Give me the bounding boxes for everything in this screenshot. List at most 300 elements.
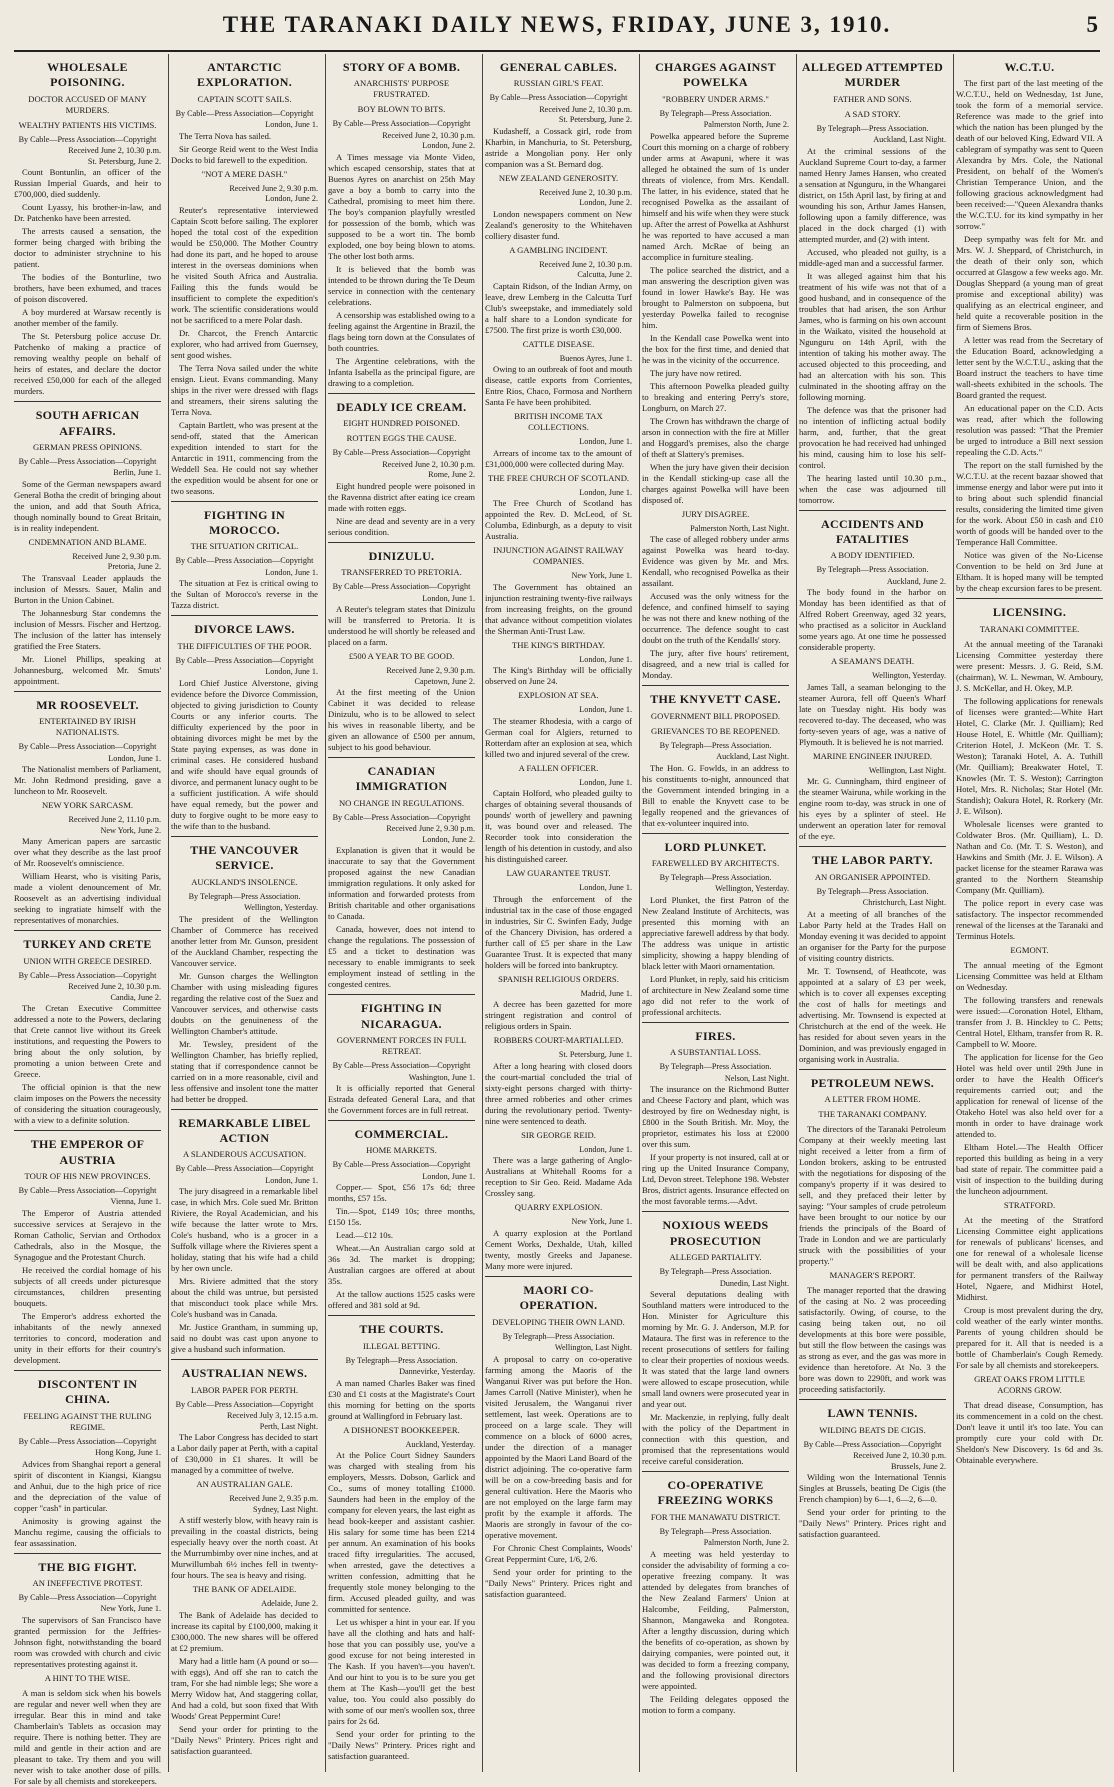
article-headline: LICENSING. xyxy=(992,605,1067,620)
column-rule xyxy=(325,54,326,1772)
article-paragraph: Advices from Shanghai report a general spirit of discontent in Kiangsi, Kiangsu and Anhui, due to the high price of rice and the depreciation of the value of copper "cash" in particular. xyxy=(14,1458,161,1513)
article-subheading: GERMAN PRESS OPINIONS. xyxy=(32,441,143,452)
article-paragraph: The Johannesburg Star condemns the inclusion of Messrs. Fischer and Hertzog. The inclusion of the latter has intensely gratified the Free Staters. xyxy=(14,607,161,651)
column-1 xyxy=(14,54,161,1786)
article-paragraph: Count Bontunlin, an officer of the Russian Imperial Guards, and heir to £700,000, died suddenly. xyxy=(14,167,161,200)
article-paragraph: It is believed that the bomb was intended to be thrown during the Te Deum service in connection with the centenary celebrations. xyxy=(328,263,475,307)
article-paragraph: A meeting was held yesterday to consider the advisability of forming a co-operative freezing company. It was attended by delegates from branches of the New Zealand Farmers' Union at Halcombe, Feilding, Palmerston, Shannon, Mangaweka and Rongotea. After a lengthy discussion, during which the benefits of co-operation, as shown by dairying companies, were pointed out, it was decided to form a freezing company, and the following provisional directors were appointed. xyxy=(642,1548,789,1691)
article-subheading: FOR THE MANAWATU DISTRICT. xyxy=(650,1511,781,1522)
article-headline: THE LABOR PARTY. xyxy=(812,853,933,868)
article-paragraph: A man is seldom sick when his bowels are regular and never well when they are irregular. Bear this in mind and take Chamberlain's Tablets as occasion may require. There is nothing better. They are mild and gentle in their action and are pleasant to take. Try them and you will never wish to take another dose of pills. For sale by all chemists and storekeepers. xyxy=(14,1687,161,1786)
article-subheading: A DISHONEST BOOKKEEPER. xyxy=(343,1424,460,1435)
dateline: Received June 2, 9.35 p.m. xyxy=(229,1494,318,1504)
article-paragraph: Mr. Justice Grantham, in summing up, said no doubt was cast upon anyone to give a husband such information. xyxy=(171,1322,318,1355)
article-paragraph: The steamer Rhodesia, with a cargo of German coal for Algiers, returned to Rotterdam after an explosion at sea, which killed two and injured several of the crew. xyxy=(485,715,632,759)
article-paragraph: The jury, after five hours' retirement, disagreed, and a new trial is called for Monday. xyxy=(642,648,789,681)
wire-credit: By Cable—Press Association—Copyright xyxy=(18,1436,157,1446)
article-paragraph: The insurance on the Richmond Butter and Cheese Factory and plant, which was destroyed by fire on Wednesday night, is £800 in the South British. Mr. Moy, the proprietor, estimates his loss at £2000 over this sum. xyxy=(642,1084,789,1150)
wire-credit: By Telegraph—Press Association. xyxy=(659,1062,772,1072)
dateline: London, June 1. xyxy=(265,567,318,577)
article-subheading: HOME MARKETS. xyxy=(366,1145,437,1156)
article-paragraph: Sir George Reid went to the West India Docks to bid farewell to the expedition. xyxy=(171,143,318,165)
article-paragraph: Eltham Hotel.—The Health Officer reported this building as being in a very bad state of repair. The committee paid a visit of inspection to the building during the luncheon adjournment. xyxy=(956,1141,1103,1196)
wire-credit: By Cable—Press Association—Copyright xyxy=(332,448,471,458)
dateline: London, June 2. xyxy=(422,141,475,151)
dateline: London, June 1. xyxy=(579,487,632,497)
dateline: Palmerston North, June 2. xyxy=(703,120,789,130)
article-paragraph: At the Police Court Sidney Saunders was charged with stealing from his employers, Messrs. Dobson, Garlick and Co., sums of money totalling £1000. Saunders had been in the employ of the company for eleven years, the last eight as head book-keeper and assistant cashier. His salary for some time has been £214 per annum. An examination of his books traced fifty irregularities. The accused, when arrested, gave the detectives a written confession, admitting that he frequently stole money belonging to the firm. Accused pleaded guilty, and was committed for sentence. xyxy=(328,1450,475,1615)
column-rule xyxy=(796,54,797,1772)
column-7 xyxy=(956,54,1103,1772)
article-headline: DISCONTENT IN CHINA. xyxy=(37,1376,138,1407)
dateline: Received June 2, 9.30 p.m. xyxy=(229,183,318,193)
article-paragraph: Some of the German newspapers award General Botha the credit of bringing about the union, and add that South Africa, though nominally bound to Great Britain, is in reality independent. xyxy=(14,478,161,533)
article-paragraph: Nine are dead and seventy are in a very serious condition. xyxy=(328,515,475,537)
article-subheading: ILLEGAL BETTING. xyxy=(362,1340,440,1351)
article-paragraph: The police searched the district, and a man answering the description given was found in lower Hawke's Bay. He was brought to Palmerston on subpoena, but yesterday Powelka failed to recognise him. xyxy=(642,264,789,330)
article-paragraph: The first part of the last meeting of the W.C.T.U., held on Wednesday, 1st June, took the form of a memorial service. Reference was made to the grief into which the nation has been plunged by the death of our beloved King, Edward VII. A cablegram of sympathy was sent to Queen Alexandra by Mrs. Cole, the National President, on behalf of the Women's Christian Temperance Union, and the following gracious acknowledgment had been received:—"Queen Alexandra thanks the W.C.T.U. for its kind sympathy in her sorrow." xyxy=(956,78,1103,232)
section-divider xyxy=(642,1211,789,1212)
article-subheading: BRITISH INCOME TAX COLLECTIONS. xyxy=(514,411,603,433)
wire-credit: By Cable—Press Association—Copyright xyxy=(175,1164,314,1174)
article-paragraph: The Bank of Adelaide has decided to increase its capital by £100,000, making it £300,000. The new shares will be offered at £2 premium. xyxy=(171,1609,318,1653)
dateline: Brussels, June 2. xyxy=(890,1461,946,1471)
article-subheading: EXPLOSION AT SEA. xyxy=(518,690,599,701)
dateline: Received June 2, 10.30 p.m. xyxy=(539,259,632,269)
dateline: Auckland, Last Night. xyxy=(873,135,946,145)
column-rule xyxy=(168,54,169,1772)
article-headline: FIRES. xyxy=(695,1028,736,1043)
dateline: Wellington, Yesterday. xyxy=(872,671,946,681)
article-paragraph: The arrests caused a sensation, the former being charged with bribing the doctor to administer strychnine to his patient. xyxy=(14,226,161,270)
article-subheading: A HINT TO THE WISE. xyxy=(44,1672,131,1683)
article-paragraph: Reuter's representative interviewed Captain Scott before sailing. The explorer hoped the total cost of the expedition would be £50,000. The Mother Country had done its part, and he hoped to arouse interest in the overseas dominions when he visited South Africa and Australia. Failing this the funds would be insufficient to complete the expedition's work. The scientific considerations would not be sacrificed to a mere Polar dash. xyxy=(171,204,318,325)
article-paragraph: It is officially reported that General Estrada defeated General Lara, and that the Government forces are in full retreat. xyxy=(328,1083,475,1116)
wire-credit: By Cable—Press Association—Copyright xyxy=(18,456,157,466)
article-headline: THE KNYVETT CASE. xyxy=(650,692,781,707)
article-headline: W.C.T.U. xyxy=(1004,60,1055,74)
dateline: Pretoria, June 2. xyxy=(107,562,161,572)
article-paragraph: Send your order for printing to the "Daily News" Printery. Prices right and satisfaction guaranteed. xyxy=(171,1723,318,1756)
article-paragraph: The Government has obtained an injunction restraining twenty-five railways from increasing freights, on the ground that advance without competition violates the Sherman Anti-Trust Law. xyxy=(485,581,632,636)
article-paragraph: At the first meeting of the Union Cabinet it was decided to release Dinizulu, who is to be allowed to select his wives in reasonable liberty, and be given an allowance of £500 per annum, subject to his good behaviour. xyxy=(328,687,475,753)
article-paragraph: The directors of the Taranaki Petroleum Company at their weekly meeting last night received a letter from a firm of London brokers, asking to be entrusted with the negotiations for disposing of the company's property if it was desired to sell, and they prefaced their letter by saying: "Your samples of crude petroleum have been brought to our notice by our friends the principals of the Board of Trade in London and we are particularly struck with the possibilities of your property." xyxy=(799,1124,946,1267)
article-paragraph: Mr. Mackenzie, in replying, fully dealt with the policy of the Department in connection with this question, and promised that the representations would receive careful consideration. xyxy=(642,1412,789,1467)
article-paragraph: A decree has been gazetted for more stringent registration and control of religious orders in Spain. xyxy=(485,999,632,1032)
article-paragraph: The body found in the harbor on Monday has been identified as that of Alfred Robert Greenway, aged 32 years, who practised as a solicitor in Auckland some years ago. At one time he possessed considerable property. xyxy=(799,587,946,653)
section-divider xyxy=(14,1553,161,1554)
article-headline: REMARKABLE LIBEL ACTION xyxy=(178,1115,311,1145)
article-subheading: THE DIFFICULTIES OF THE POOR. xyxy=(177,640,312,651)
section-divider xyxy=(799,1399,946,1400)
article-paragraph: A quarry explosion at the Portland Cement Works, Dexhalde, Utah, killed twenty, mostly Greeks and Japanese. Many more were injured. xyxy=(485,1227,632,1271)
article-paragraph: Mr. Tewsley, president of the Wellington Chamber, has briefly replied, stating that if correspondence cannot be carried on in a more reasonable, civil and less offensive and insolent tone the matter had better be dropped. xyxy=(171,1038,318,1104)
dateline: Sydney, Last Night. xyxy=(253,1504,318,1514)
article-subheading: TRANSFERRED TO PRETORIA. xyxy=(341,567,462,578)
masthead xyxy=(14,0,1100,52)
dateline: Received June 2, 10.30 p.m. xyxy=(382,459,475,469)
section-divider xyxy=(799,1069,946,1070)
wire-credit: By Cable—Press Association—Copyright xyxy=(489,93,628,103)
article-subheading: CAPTAIN SCOTT SAILS. xyxy=(197,93,292,104)
article-subheading: UNION WITH GREECE DESIRED. xyxy=(23,955,152,966)
article-paragraph: At the criminal sessions of the Auckland Supreme Court to-day, a farmer named Henry James Hansen, who created a sensation at Ngunguru, in the Whangarei district, on 15th April last, by firing at and wounding his son, Arthur James Hansen, following upon a family difference, was placed in the dock charged (1) with attempted murder, and (2) with intent. xyxy=(799,145,946,244)
article-headline: DEADLY ICE CREAM. xyxy=(336,399,467,414)
article-subheading: LAW GUARANTEE TRUST. xyxy=(506,868,611,879)
article-paragraph: The manager reported that the drawing of the casing at No. 2 was proceeding satisfactorily. Owing, of course, to the casing being taken out, no oil developments at this bore were possible, but still the flow between the casings was as strong as ever, and the gas was more in evidence than heretofore. At No. 3 the bore was down to 2290ft, and work was proceeding satisfactorily. xyxy=(799,1285,946,1395)
section-divider xyxy=(642,685,789,686)
article-paragraph: Croup is most prevalent during the dry, cold weather of the early winter months. Parents of young children should be prepared for it. All that is needed is a bottle of Chamberlain's Cough Remedy. For sale by all chemists and storekeepers. xyxy=(956,1304,1103,1370)
article-subheading: "ROBBERY UNDER ARMS." xyxy=(662,93,769,104)
article-subheading: DOCTOR ACCUSED OF MANY MURDERS. xyxy=(28,93,147,115)
article-paragraph: At the meeting of the Stratford Licensing Committee eight applications for renewals of publicans' licenses, and one for renewal of a wholesale license will be dealt with, and also applications for permanent transfers of the Railway Hotel, Ngaere, and Midhirst Hotel, Midhirst. xyxy=(956,1214,1103,1302)
section-divider xyxy=(642,1022,789,1023)
article-subheading: QUARRY EXPLOSION. xyxy=(514,1202,603,1213)
column-2 xyxy=(171,54,318,1772)
section-divider xyxy=(14,930,161,931)
article-paragraph: The Feilding delegates opposed the motion to form a company. xyxy=(642,1693,789,1715)
dateline: Wellington, Yesterday. xyxy=(244,903,318,913)
article-subheading: LABOR PAPER FOR PERTH. xyxy=(190,1384,299,1395)
article-subheading: DEVELOPING THEIR OWN LAND. xyxy=(492,1316,625,1327)
dateline: Received June 2, 10.30 p.m. xyxy=(853,1451,946,1461)
article-paragraph: Lord Plunket, the first Patron of the New Zealand Institute of Architects, was presented this morning with an appreciative farewell address by that body. The address was unique in artistic simplicity, showing a happy blending of black letter with Maori ornamentation. xyxy=(642,894,789,971)
article-subheading: NEW YORK SARCASM. xyxy=(42,800,133,811)
wire-credit: By Telegraph—Press Association. xyxy=(188,891,301,901)
article-paragraph: Explanation is given that it would be inaccurate to say that the Government proposed against the new Canadian immigration regulations. It only asked for information and forwarded protests from British charitable and other organisations to Canada. xyxy=(328,845,475,922)
article-paragraph: The St. Petersburg police accuse Dr. Patchenko of making a practice of removing wealthy people on behalf of heirs of estates, and declare the doctor received £50,000 for each of the alleged murders. xyxy=(14,331,161,397)
dateline: Washington, June 1. xyxy=(408,1072,475,1082)
section-divider xyxy=(171,1109,318,1110)
article-subheading: FEELING AGAINST THE RULING REGIME. xyxy=(23,1410,152,1432)
article-paragraph: Accused, who pleaded not guilty, is a middle-aged man and a successful farmer. xyxy=(799,246,946,268)
article-paragraph: That dread disease, Consumption, has its commencement in a cold on the chest. Don't leave it until it's too late. You can promptly cure your cold with Dr. Sheldon's New Discovery. 1s 6d and 3s. Obtainable everywhere. xyxy=(956,1399,1103,1465)
article-paragraph: At a meeting of all branches of the Labor Party held at the Trades Hall on Monday evening it was decided to appoint an organiser for the Party for the purpose of visiting country districts. xyxy=(799,908,946,963)
article-paragraph: A stiff westerly blow, with heavy rain is prevailing in the coastal districts, being especially heavy over the north coast. At the Murrumbimby over nine inches, and at Murwillumbah 6½ inches fell in twenty-four hours. The sea is heavy and rising. xyxy=(171,1515,318,1581)
dateline: New York, June 1. xyxy=(571,571,632,581)
article-subheading: INJUNCTION AGAINST RAILWAY COMPANIES. xyxy=(493,545,624,567)
article-paragraph: Lord Chief Justice Alverstone, giving evidence before the Divorce Commission, objected to giving jurisdiction to County Courts or any inferior courts. The difficulty experienced by the poor in obtaining divorces might be met by the State paying expenses, as was done in criminal cases. He considered husband and wife should have equal grounds of divorce, and permanent lunacy ought to be a sufficient justification. A wife should have equal remedy, but the power and duty to forgive ought to be more easy to the wife than to the husband. xyxy=(171,677,318,831)
article-paragraph: The bodies of the Bonturline, two brothers, have been exhumed, and traces of poison discovered. xyxy=(14,272,161,305)
article-paragraph: The report on the stall furnished by the W.C.T.U. at the recent bazaar showed that immense energy and labor were put into it to bring about such splendid financial results, considering the limited time given for the work. About £50 in cash and £10 worth of goods will be handed over to the Temperance Hall Committee. xyxy=(956,460,1103,548)
article-paragraph: Owing to an outbreak of foot and mouth disease, cattle exports from Corrientes, Entre Rios, Chaco, Formosa and Northern Santa Fe have been prohibited. xyxy=(485,364,632,408)
dateline: Capetown, June 2. xyxy=(414,676,475,686)
article-paragraph: Captain Ridson, of the Indian Army, on leave, drew Lemberg in the Calcutta Turf Club's sweepstake, and immediately sold a half share to a London syndicate for £7500. The first prize is worth £30,000. xyxy=(485,280,632,335)
column-4 xyxy=(485,54,632,1772)
column-rule xyxy=(953,54,954,1772)
article-paragraph: Count Lyassy, his brother-in-law, and Dr. Patchenko have been arrested. xyxy=(14,202,161,224)
article-paragraph: The Nationalist members of Parliament, Mr. John Redmond presiding, gave a luncheon to Mr. Roosevelt. xyxy=(14,764,161,797)
article-subheading: GREAT OAKS FROM LITTLE ACORNS GROW. xyxy=(974,1373,1085,1395)
article-paragraph: William Hearst, who is visiting Paris, made a violent denouncement of Mr. Roosevelt as an advertising individual seeking to ingratiate himself with the representatives of monarchies. xyxy=(14,871,161,926)
article-headline: ALLEGED ATTEMPTED MURDER xyxy=(801,60,944,90)
article-subheading: AUCKLAND'S INSOLENCE. xyxy=(191,876,298,887)
section-divider xyxy=(14,691,161,692)
article-subheading: CNDEMNATION AND BLAME. xyxy=(28,536,147,547)
article-paragraph: Eight hundred people were poisoned in the Ravenna district after eating ice cream made with rotten eggs. xyxy=(328,480,475,513)
article-paragraph: Mr. Lionel Phillips, speaking at Johannesburg, welcomed Mr. Smuts' appointment. xyxy=(14,653,161,686)
article-headline: WHOLESALE POISONING. xyxy=(47,60,128,90)
wire-credit: By Telegraph—Press Association. xyxy=(659,108,772,118)
article-subheading: STRATFORD. xyxy=(1003,1199,1056,1210)
article-paragraph: The Emperor's address exhorted the inhabitants of the newly annexed territories to concord, moderation and unity in their efforts for their country's development. xyxy=(14,1310,161,1365)
article-paragraph: He received the cordial homage of his subjects of all creeds under picturesque circumstances, children presenting bouquets. xyxy=(14,1264,161,1308)
article-subheading: GOVERNMENT FORCES IN FULL RETREAT. xyxy=(336,1035,467,1057)
article-headline: LAWN TENNIS. xyxy=(827,1406,918,1421)
article-paragraph: Arrears of income tax to the amount of £31,000,000 were collected during May. xyxy=(485,447,632,469)
article-subheading: A LETTER FROM HOME. xyxy=(824,1094,921,1105)
wire-credit: By Telegraph—Press Association. xyxy=(659,1267,772,1277)
section-divider xyxy=(14,1370,161,1371)
article-paragraph: The Crown has withdrawn the charge of arson in connection with the fire at Miller and Hoggard's premises, also the charge of theft at Slattery's premises. xyxy=(642,415,789,459)
section-divider xyxy=(171,836,318,837)
article-subheading: JURY DISAGREE. xyxy=(681,508,750,519)
article-subheading: NO CHANGE IN REGULATIONS. xyxy=(338,797,465,808)
article-paragraph: The Argentine celebrations, with the Infanta Isabella as the principal figure, are drawing to a completion. xyxy=(328,355,475,388)
article-paragraph: The application for license for the Geo Hotel was held over until 29th June in order to have the Health Officer's requirements carried out; and the application for renewal of license of the Otakeho Hotel was also held over for a month in order to have drainage work attended to. xyxy=(956,1051,1103,1139)
article-paragraph: The Free Church of Scotland has appointed the Rev. D. McLeod, of St. Columba, Edinburgh, as a deputy to visit Australia. xyxy=(485,498,632,542)
article-headline: ANTARCTIC EXPLORATION. xyxy=(196,60,293,90)
article-paragraph: Mr. Gunson charges the Wellington Chamber with using misleading figures regarding the relative cost of the Suez and Vancouver services, and otherwise casts doubts on the genuineness of the Wellington Chamber's attitude. xyxy=(171,970,318,1036)
article-headline: FIGHTING IN NICARAGUA. xyxy=(361,1001,442,1031)
article-headline: STORY OF A BOMB. xyxy=(342,60,461,74)
article-subheading: £500 A YEAR TO BE GOOD. xyxy=(348,651,455,662)
wire-credit: By Cable—Press Association—Copyright xyxy=(332,1061,471,1071)
dateline: Received June 2, 9.30 p.m. xyxy=(386,666,475,676)
dateline: Palmerston North, June 2. xyxy=(703,1538,789,1548)
article-subheading: EIGHT HUNDRED POISONED. xyxy=(343,418,460,429)
article-paragraph: Copper.— Spot, £56 17s 6d; three months, £57 15s. xyxy=(328,1182,475,1204)
section-divider xyxy=(799,510,946,511)
article-paragraph: If your property is not insured, call at or ring up the United Insurance Company, Ltd, Devon street. Telephone 198. Webster Bros, district agents. Insurance effected on the most favorable terms.—Advt. xyxy=(642,1152,789,1207)
section-divider xyxy=(14,401,161,402)
article-subheading: TARANAKI COMMITTEE. xyxy=(979,623,1080,634)
dateline: London, June 1. xyxy=(579,437,632,447)
article-subheading: FAREWELLED BY ARCHITECTS. xyxy=(651,857,780,868)
article-headline: MR ROOSEVELT. xyxy=(36,697,139,712)
article-paragraph: Wheat.—An Australian cargo sold at 36s 3d. The market is dropping; Australian cargoes are offered at about 35s. xyxy=(328,1243,475,1287)
section-divider xyxy=(328,393,475,394)
article-headline: THE VANCOUVER SERVICE. xyxy=(190,842,299,873)
dateline: London, June 1. xyxy=(579,883,632,893)
article-paragraph: The following applications for renewals of licenses were granted:—White Hart Hotel, C. Clarke (Mr. J. Quilliam); Red House Hotel, E. Whittle (Mr. Quilliam); Criterion Hotel, J. McKeon (Mr. T. S. Weston); Taranaki Hotel, A. A. Tuthill (Mr. Quilliam); Breakwater Hotel, T. Knowles (Mr. T. S. Weston); Carrington Hotel, Mrs. R. Nicholas; Star Hotel (Mr. Standish); Oakura Hotel, R. Rorkery (Mr. J. E. Wilson). xyxy=(956,695,1103,816)
article-headline: CANADIAN IMMIGRATION xyxy=(355,764,448,794)
article-subheading: ROBBERS COURT-MARTIALLED. xyxy=(493,1035,624,1046)
wire-credit: By Cable—Press Association—Copyright xyxy=(332,119,471,129)
wire-credit: By Cable—Press Association—Copyright xyxy=(175,108,314,118)
article-headline: MAORI CO-OPERATION. xyxy=(519,1282,598,1313)
article-paragraph: The situation at Fez is critical owing to the Sultan of Morocco's reverse in the Tazza district. xyxy=(171,578,318,611)
section-divider xyxy=(328,757,475,758)
dateline: London, June 2. xyxy=(579,198,632,208)
dateline: Received June 2, 10.30 p.m. xyxy=(68,146,161,156)
article-paragraph: Mr. G. Cunningham, third engineer of the steamer Wairuna, while working in the engine room to-day, was struck in one of his eyes by a splinter of steel. He underwent an operation later for removal of the eye. xyxy=(799,776,946,842)
dateline: St. Petersburg, June 2. xyxy=(558,115,632,125)
article-subheading: A GAMBLING INCIDENT. xyxy=(509,244,608,255)
article-paragraph: The Cretan Executive Committee addressed a note to the Powers, declaring that Crete cannot live without its Greek institutions, and requesting the Powers to bring about the only solution, by promoting a union between Crete and Greece. xyxy=(14,1003,161,1080)
article-paragraph: The president of the Wellington Chamber of Commerce has received another letter from Mr. Gunson, president of the Auckland Chamber, respecting the Vancouver service. xyxy=(171,913,318,968)
column-rule xyxy=(639,54,640,1772)
article-subheading: AN ORGANISER APPOINTED. xyxy=(814,871,931,882)
dateline: Adelaide, June 2. xyxy=(261,1599,318,1609)
article-paragraph: For Chronic Chest Complaints, Woods' Great Peppermint Cure, 1/6, 2/6. xyxy=(485,1542,632,1564)
article-subheading: NEW ZEALAND GENEROSITY. xyxy=(498,172,619,183)
article-subheading: ROTTEN EGGS THE CAUSE. xyxy=(346,433,457,444)
article-paragraph: Lord Plunket, in reply, said his criticism of architecture in New Zealand some time ago did not refer to the work of professional architects. xyxy=(642,973,789,1017)
article-paragraph: At the annual meeting of the Taranaki Licensing Committee yesterday there were present: Messrs. J. G. Reid, S.M. (chairman), W. L. Newman, W. Amboury, J. S. McKellar, and H. Okey, M.P. xyxy=(956,638,1103,693)
article-subheading: THE KING'S BIRTHDAY. xyxy=(512,639,605,650)
article-headline: FIGHTING IN MOROCCO. xyxy=(204,507,285,538)
wire-credit: By Telegraph—Press Association. xyxy=(345,1355,458,1365)
dateline: St. Petersburg, June 1. xyxy=(558,1050,632,1060)
dateline: Palmerston North, Last Night. xyxy=(690,523,789,533)
article-paragraph: The official opinion is that the new claim imposes on the Powers the necessity of considering the situation courageously, with a view to a definite solution. xyxy=(14,1082,161,1126)
article-subheading: "NOT A MERE DASH." xyxy=(201,168,288,179)
section-divider xyxy=(171,615,318,616)
article-paragraph: Captain Holford, who pleaded guilty to charges of obtaining several thousands of pounds' worth of jewellery and pawning it, was bound over and released. The Recorder took into consideration the length of his detention in custody, and also his distinguished career. xyxy=(485,788,632,865)
wire-credit: By Cable—Press Association—Copyright xyxy=(175,1399,314,1409)
article-subheading: A SAD STORY. xyxy=(844,108,901,119)
article-paragraph: The Transvaal Leader applauds the inclusion of Messrs. Sauer, Malin and Burton in the Union Cabinet. xyxy=(14,572,161,605)
column-3 xyxy=(328,54,475,1772)
article-headline: THE COURTS. xyxy=(359,1322,444,1337)
article-subheading: A BODY IDENTIFIED. xyxy=(830,550,915,561)
wire-credit: By Cable—Press Association—Copyright xyxy=(18,970,157,980)
dateline: Candia, June 2. xyxy=(110,992,161,1002)
wire-credit: By Telegraph—Press Association. xyxy=(502,1331,615,1341)
dateline: Received July 3, 12.15 a.m. xyxy=(227,1411,318,1421)
wire-credit: By Cable—Press Association—Copyright xyxy=(175,556,314,566)
article-paragraph: Wholesale licenses were granted to Coldwater Bros. (Mr. Quilliam), L. D. Nathan and Co. (Mr. T. S. Weston), and Hawkins and Smith (Mr. J. E. Wilson). A packet license for the steamer Rarawa was granted to the Northern Steamship Company (Mr. Quilliam). xyxy=(956,818,1103,895)
dateline: London, June 1. xyxy=(422,1171,475,1181)
article-paragraph: Wilding won the International Tennis Singles at Brussels, beating De Cigis (the French champion) by 6—1, 6—2, 6—0. xyxy=(799,1472,946,1505)
article-paragraph: Notice was given of the No-License Convention to be held on 3rd June at Eltham. It is hoped many will be tempted by the cheap excursion fares to be present. xyxy=(956,550,1103,594)
dateline: London, June 1. xyxy=(579,705,632,715)
wire-credit: By Cable—Press Association—Copyright xyxy=(803,1439,942,1449)
article-paragraph: Lead.—£12 10s. xyxy=(336,1230,394,1241)
article-headline: DIVORCE LAWS. xyxy=(194,622,295,637)
article-subheading: AN INEFFECTIVE PROTEST. xyxy=(32,1577,143,1588)
article-headline: GENERAL CABLES. xyxy=(499,60,618,74)
wire-credit: By Telegraph—Press Association. xyxy=(816,123,929,133)
article-paragraph: Send your order for printing to the "Daily News" Printery. Prices right and satisfaction guaranteed. xyxy=(485,1566,632,1599)
article-headline: PETROLEUM NEWS. xyxy=(810,1075,935,1090)
section-divider xyxy=(956,598,1103,599)
dateline: Received June 2, 9.30 p.m. xyxy=(386,824,475,834)
dateline: Wellington, Last Night. xyxy=(868,765,946,775)
article-paragraph: The Terra Nova has sailed. xyxy=(179,130,272,141)
article-headline: ACCIDENTS AND FATALITIES xyxy=(821,516,924,547)
article-paragraph: The police report in every case was satisfactory. The inspector recommended renewal of the licenses at the Taranaki and Terminus Hotels. xyxy=(956,897,1103,941)
dateline: London, June 1. xyxy=(108,753,161,763)
dateline: London, June 1. xyxy=(422,593,475,603)
dateline: Dunedin, Last Night. xyxy=(719,1278,789,1288)
article-headline: CO-OPERATIVE FREEZING WORKS xyxy=(657,1478,774,1508)
article-subheading: FATHER AND SONS. xyxy=(833,93,912,104)
dateline: Wellington, Last Night. xyxy=(554,1343,632,1353)
article-paragraph: Several deputations dealing with Southland matters were introduced to the Hon. Minister for Agriculture this morning by Mr. G. J. Anderson, M.P. for Mataura. The first was in reference to the recent prosecutions of settlers for failing to clear their properties of noxious weeds. It was stated that the large land owners were allowed to escape prosecution, while small land owners were prosecuted year in and year out. xyxy=(642,1289,789,1410)
dateline: London, June 1. xyxy=(579,654,632,664)
article-subheading: ANARCHISTS' PURPOSE FRUSTRATED. xyxy=(353,78,450,100)
article-paragraph: Powelka appeared before the Supreme Court this morning on a charge of robbery under arms at Awapuni, where it was alleged he obtained the sum of 1s under threats of violence, from Mrs. Kendall. The latter, in his evidence, stated that he recognised Powelka as the assailant of himself and his wife when they were stuck up. After the arrest of Powelka at Ashhurst he was reported to have accused a man named Arch. McRae of being an accomplice in furniture stealing. xyxy=(642,130,789,262)
section-divider xyxy=(642,1471,789,1472)
wire-credit: By Telegraph—Press Association. xyxy=(659,872,772,882)
dateline: Auckland, Last Night. xyxy=(716,752,789,762)
article-headline: NOXIOUS WEEDS PROSECUTION xyxy=(662,1218,769,1248)
article-paragraph: Canada, however, does not intend to change the regulations. The possession of £5 and a ticket to destination was necessary to enable immigrants to seek employment instead of settling in the congested centres. xyxy=(328,924,475,990)
dateline: St. Petersburg, June 2. xyxy=(87,156,161,166)
article-paragraph: Deep sympathy was felt for Mr. and Mrs. W. J. Sheppard, of Christchurch, in the death of their only son, which occurred at Glasgow a few weeks ago. Mr. Douglas Sheppard (a young man of great promise and exceptional ability) was qualifying as an electrical engineer, and held quite a recoverable position in the firm of Siemens Bros. xyxy=(956,234,1103,333)
dateline: Buenos Ayres, June 1. xyxy=(559,353,632,363)
wire-credit: By Cable—Press Association—Copyright xyxy=(18,1592,157,1602)
dateline: London, June 1. xyxy=(265,1175,318,1185)
wire-credit: By Cable—Press Association—Copyright xyxy=(18,134,157,144)
article-paragraph: Accused was the only witness for the defence, and confined himself to saying he was not there and knew nothing of the occurrence. The defence sought to cast doubt on the truth of the Kendalls' story. xyxy=(642,591,789,646)
wire-credit: By Telegraph—Press Association. xyxy=(659,740,772,750)
article-paragraph: The defence was that the prisoner had no intention of inflicting actual bodily harm, and, further, that the great provocation he had received had unhinged his mind, causing him to lose his self-control. xyxy=(799,404,946,470)
article-subheading: AN AUSTRALIAN GALE. xyxy=(196,1479,293,1490)
article-paragraph: Kudasheff, a Cossack girl, rode from Kharbin, in Manchuria, to St. Petersburg, astride a Mongolian pony. Her only companion was a St. Bernard dog. xyxy=(485,125,632,169)
dateline: London, June 1. xyxy=(265,120,318,130)
article-paragraph: A letter was read from the Secretary of the Education Board, acknowledging a letter sent by the W.C.T.U., asking that the Board instruct the teachers to have time wall-sheets exhibited in the schools. The Board granted the request. xyxy=(956,335,1103,401)
article-paragraph: Mary had a little ham (A pound or so—with eggs), And off she ran to catch the tram, For she had nimble legs; She wore a Merry Widow hat, And staggering collar, And had a cold, but soon fixed that With Woods' Great Peppermint Cure! xyxy=(171,1655,318,1721)
article-paragraph: A boy murdered at Warsaw recently is another member of the family. xyxy=(14,307,161,329)
article-paragraph: It was alleged against him that his treatment of his wife was not that of a good husband, and in consequence of the troubles that had arisen, the son Arthur James, who is farming on his own account in the Waikato, visited the household at Ngunguru on 14th April, with the intention of taking his mother away. The accused objected to this proceeding, and had an altercation with his son. This culminated in the shooting affray on the following morning. xyxy=(799,270,946,402)
article-subheading: GOVERNMENT BILL PROPOSED. xyxy=(650,710,781,721)
article-paragraph: James Tall, a seaman belonging to the steamer Aurora, fell off Queen's Wharf late on Tuesday night. His body was recovered to-day. The deceased, who was forty-seven years of age, was a native of Plymouth. It is believed he is not married. xyxy=(799,681,946,747)
column-rule xyxy=(482,54,483,1772)
article-subheading: BOY BLOWN TO BITS. xyxy=(357,104,446,115)
article-paragraph: The following transfers and renewals were issued:—Coronation Hotel, Eltham, transfer from J. B. Hinckley to C. Petts; Central Hotel, Eltham, transfer from R. R. Campbell to W. Moore. xyxy=(956,994,1103,1049)
article-subheading: THE TARANAKI COMPANY. xyxy=(818,1109,927,1120)
article-subheading: CATTLE DISEASE. xyxy=(522,338,595,349)
dateline: London, June 2. xyxy=(422,834,475,844)
article-paragraph: The annual meeting of the Egmont Licensing Committee was held at Eltham on Wednesday. xyxy=(956,959,1103,992)
dateline: New York, June 1. xyxy=(100,1604,161,1614)
section-divider xyxy=(171,1359,318,1360)
article-paragraph: After a long hearing with closed doors the court-martial concluded the trial of sixty-eight persons charged with thirty-three armed robberies and other crimes during the revolutionary period. Twenty-nine were sentenced to death. xyxy=(485,1060,632,1126)
dateline: Christchurch, Last Night. xyxy=(862,898,946,908)
wire-credit: By Telegraph—Press Association. xyxy=(816,565,929,575)
article-paragraph: The jury disagreed in a remarkable libel case, in which Mrs. Cole sued Mr. Britton Riviere, the Royal Academician, and his wife because the latter wrote to Mrs. Cole's husband, who is a grocer in a Suffolk village where the Rivieres spent a holiday, stating that his wife had a child by her own uncle. xyxy=(171,1186,318,1274)
article-paragraph: A man named Charles Baker was fined £30 and £1 costs at the Magistrate's Court this morning for betting on the sports ground at Wallingford in February last. xyxy=(328,1377,475,1421)
article-paragraph: In the Kendall case Powelka went into the box for the first time, and denied that he was in the vicinity of the occurrence. xyxy=(642,332,789,365)
dateline: Madrid, June 1. xyxy=(580,988,632,998)
article-paragraph: A Times message via Monte Video, which escaped censorship, states that at Buenos Ayres on anarchist on 25th May gave a boy a bomb to carry into the Cathedral, promising to meet him there. The boy's companion playfully wrestled for possession of the bomb, which was supposed to be a wort tin. The bomb exploded, one boy being blown to atoms. The other lost both arms. xyxy=(328,151,475,261)
dateline: Berlin, June 1. xyxy=(113,468,161,478)
wire-credit: By Cable—Press Association—Copyright xyxy=(18,742,157,752)
dateline: London, June 1. xyxy=(579,777,632,787)
dateline: Vienna, June 1. xyxy=(110,1197,161,1207)
article-headline: SOUTH AFRICAN AFFAIRS. xyxy=(35,408,140,438)
article-subheading: WILDING BEATS DE CIGIS. xyxy=(819,1424,926,1435)
article-subheading: SIR GEORGE REID. xyxy=(521,1129,596,1140)
article-headline: COMMERCIAL. xyxy=(354,1127,449,1142)
section-divider xyxy=(799,846,946,847)
section-divider xyxy=(328,1315,475,1316)
article-paragraph: The Emperor of Austria attended successive services at Serajevo in the Roman Catholic, Servian and Orthodox Cathedrals, also in the Mosque, the Synagogue and the Protestant Church. xyxy=(14,1207,161,1262)
dateline: Received June 2, 11.10 p.m. xyxy=(68,815,161,825)
dateline: Received June 2, 10.30 p.m. xyxy=(539,104,632,114)
article-headline: THE BIG FIGHT. xyxy=(38,1559,137,1574)
article-paragraph: The supervisors of San Francisco have granted permission for the Jeffries-Johnson fight, notwithstanding the board room was crowded with church and civic representatives protesting against it. xyxy=(14,1614,161,1669)
article-paragraph: Many American papers are sarcastic over what they describe as the last proof of Mr. Roosevelt's omniscience. xyxy=(14,836,161,869)
article-paragraph: Tin.—Spot, £149 10s; three months, £150 15s. xyxy=(328,1206,475,1228)
article-paragraph: Through the enforcement of the industrial tax in the case of those engaged in industries, Sir C. Swinfen Eady, Judge of the Chancery Division, has ordered a further call of £5 per share in the Law Guarantee Trust. It is expected that many holders will be forced into bankruptcy. xyxy=(485,893,632,970)
article-subheading: RUSSIAN GIRL'S FEAT. xyxy=(513,78,604,89)
article-subheading: THE FREE CHURCH OF SCOTLAND. xyxy=(487,472,630,483)
newspaper-columns xyxy=(14,54,1103,1786)
